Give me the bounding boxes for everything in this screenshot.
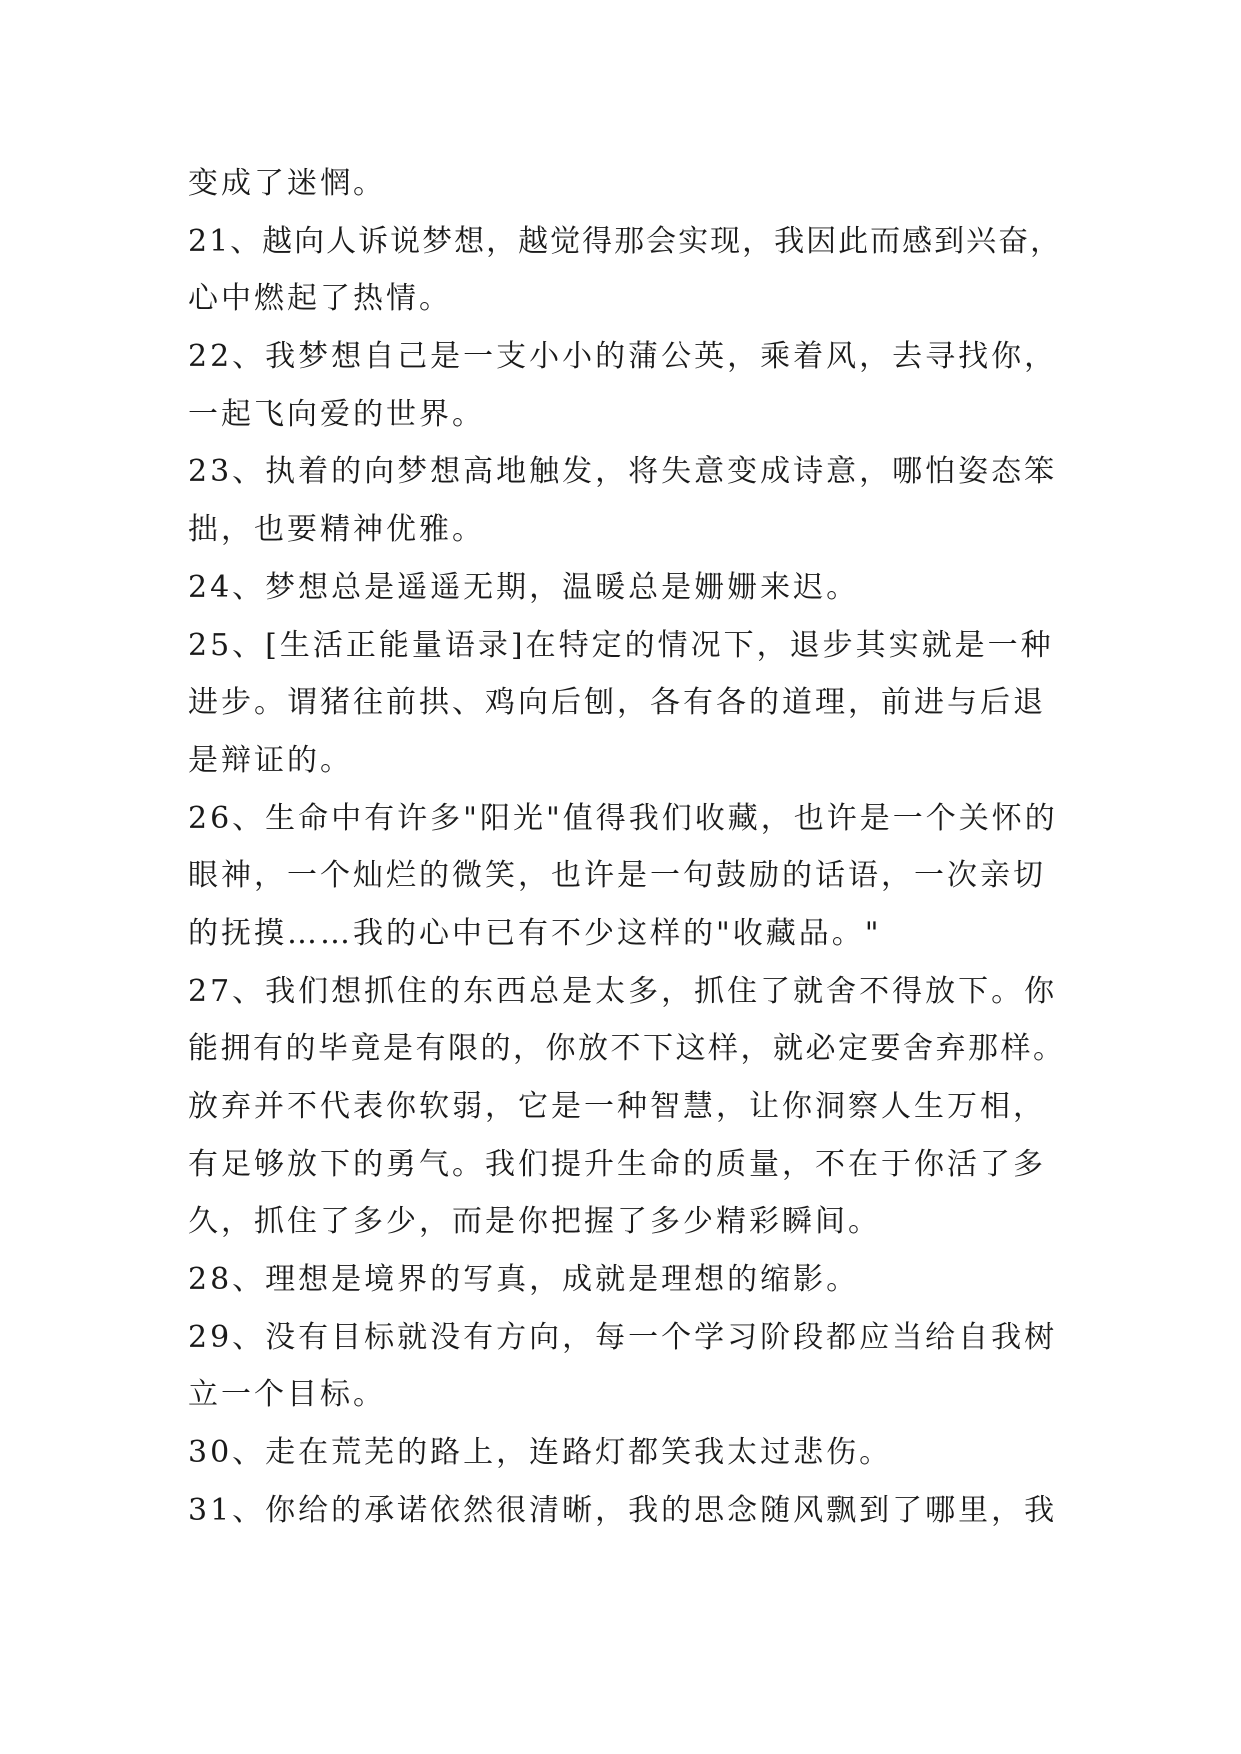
text-line: 25、[生活正能量语录]在特定的情况下，退步其实就是一种: [188, 627, 1054, 663]
text-line: 有足够放下的勇气。我们提升生命的质量，不在于你活了多: [188, 1146, 1046, 1182]
text-line: 眼神，一个灿烂的微笑，也许是一句鼓励的话语，一次亲切: [188, 858, 1046, 894]
text-line: 31、你给的承诺依然很清晰，我的思念随风飘到了哪里，我: [188, 1492, 1058, 1528]
text-line: 24、梦想总是遥遥无期，温暖总是姗姗来迟。: [188, 569, 860, 605]
text-line: 30、走在荒芜的路上，连路灯都笑我太过悲伤。: [188, 1435, 893, 1471]
text-line: 立一个目标。: [188, 1377, 386, 1413]
text-line: 心中燃起了热情。: [188, 281, 452, 317]
text-line: 拙，也要精神优雅。: [188, 512, 485, 548]
text-line: 变成了迷惘。: [188, 166, 386, 201]
text-line: 一起飞向爱的世界。: [188, 396, 485, 432]
text-line: 是辩证的。: [188, 742, 353, 778]
document-body: [188, 155, 1068, 1540]
text-line: 久，抓住了多少，而是你把握了多少精彩瞬间。: [188, 1204, 881, 1240]
text-line: 23、执着的向梦想高地触发，将失意变成诗意，哪怕姿态笨: [188, 454, 1058, 490]
text-line: 22、我梦想自己是一支小小的蒲公英，乘着风，去寻找你，: [188, 339, 1058, 375]
text-line: 21、越向人诉说梦想，越觉得那会实现，我因此而感到兴奋，: [188, 223, 1063, 259]
text-line: 28、理想是境界的写真，成就是理想的缩影。: [188, 1262, 860, 1298]
text-line: 的抚摸……我的心中已有不少这样的"收藏品。": [188, 915, 882, 951]
text-line: 能拥有的毕竟是有限的，你放不下这样，就必定要舍弃那样。: [188, 1031, 1066, 1067]
text-line: 29、没有目标就没有方向，每一个学习阶段都应当给自我树: [188, 1319, 1058, 1355]
text-line: 27、我们想抓住的东西总是太多，抓住了就舍不得放下。你: [188, 973, 1058, 1009]
text-line: 放弃并不代表你软弱，它是一种智慧，让你洞察人生万相，: [188, 1089, 1046, 1124]
text-line: 进步。谓猪往前拱、鸡向后刨，各有各的道理，前进与后退: [188, 685, 1046, 721]
text-line: 26、生命中有许多"阳光"值得我们收藏，也许是一个关怀的: [188, 800, 1058, 836]
